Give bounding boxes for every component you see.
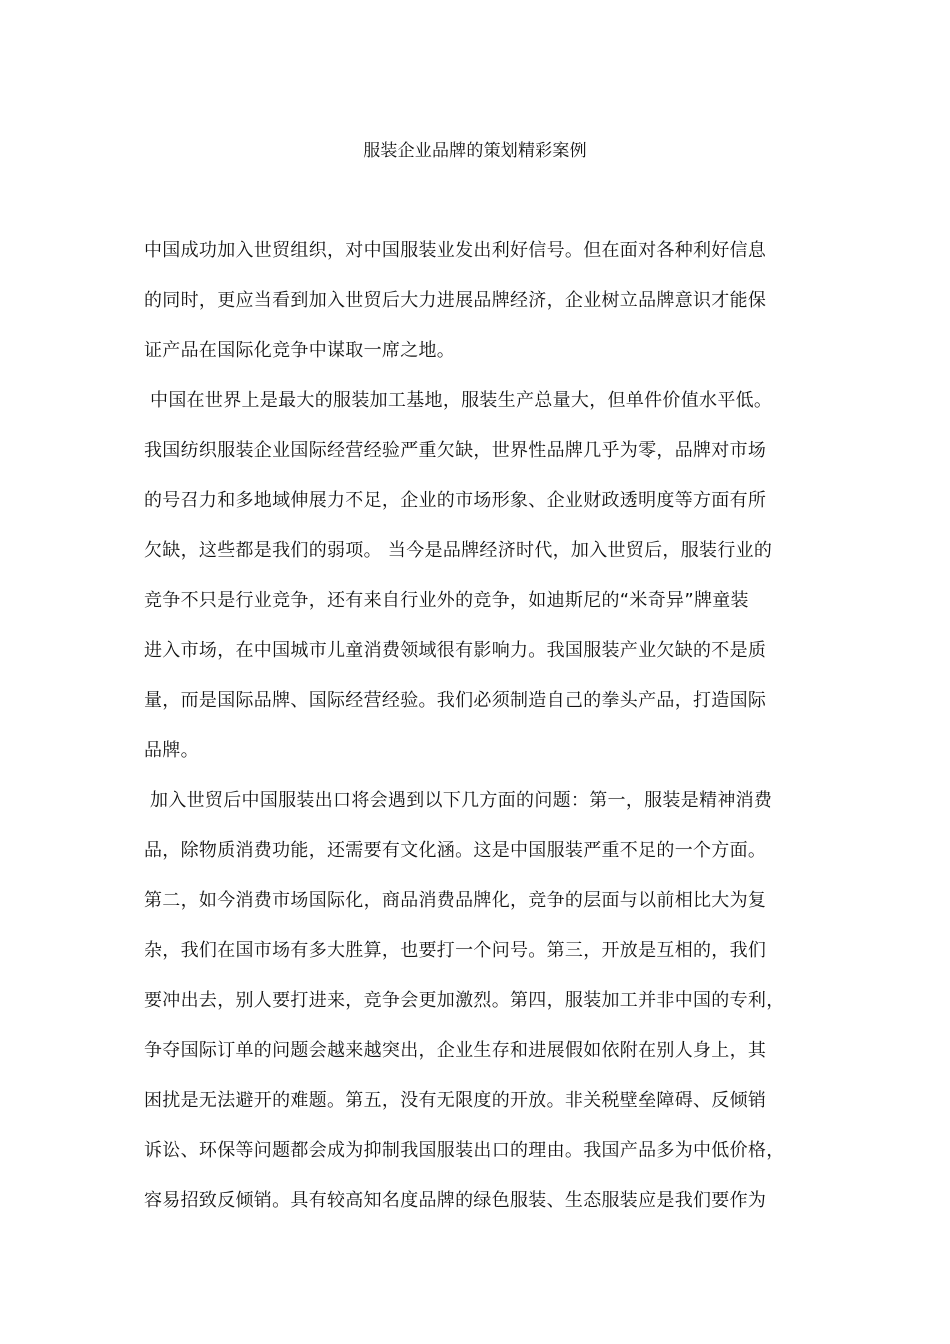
body-line: 欠缺，这些都是我们的弱项。 当今是品牌经济时代，加入世贸后，服装行业的 — [144, 540, 773, 561]
body-line: 证产品在国际化竞争中谋取一席之地。 — [144, 340, 456, 361]
body-line: 竞争不只是行业竞争，还有来自行业外的竞争，如迪斯尼的“米奇异”牌童装 — [144, 590, 749, 611]
body-line: 第二，如今消费市场国际化，商品消费品牌化，竞争的层面与以前相比大为复 — [144, 890, 767, 911]
body-line: 进入市场，在中国城市儿童消费领域很有影响力。我国服装产业欠缺的不是质 — [144, 640, 767, 661]
body-line: 争夺国际订单的问题会越来越突出，企业生存和进展假如依附在别人身上，其 — [144, 1040, 767, 1061]
body-line: 杂，我们在国市场有多大胜算，也要打一个问号。第三，开放是互相的，我们 — [144, 940, 767, 961]
body-line: 我国纺织服装企业国际经营经验严重欠缺，世界性品牌几乎为零，品牌对市场 — [144, 440, 767, 461]
body-line: 的号召力和多地域伸展力不足，企业的市场形象、企业财政透明度等方面有所 — [144, 490, 767, 511]
body-line: 诉讼、环保等问题都会成为抑制我国服装出口的理由。我国产品多为中低价格， — [144, 1140, 785, 1161]
body-line: 量，而是国际品牌、国际经营经验。我们必须制造自己的拳头产品，打造国际 — [144, 690, 767, 711]
body-line: 中国在世界上是最大的服装加工基地，服装生产总量大，但单件价值水平低。 — [144, 390, 773, 411]
document-title: 服装企业品牌的策划精彩案例 — [363, 141, 587, 161]
body-line: 困扰是无法避开的难题。第五，没有无限度的开放。非关税壁垒障碍、反倾销 — [144, 1090, 767, 1111]
body-line: 的同时，更应当看到加入世贸后大力进展品牌经济，企业树立品牌意识才能保 — [144, 290, 767, 311]
body-line: 容易招致反倾销。具有较高知名度品牌的绿色服装、生态服装应是我们要作为 — [144, 1190, 767, 1211]
body-line: 要冲出去，别人要打进来，竞争会更加激烈。第四，服装加工并非中国的专利， — [144, 990, 785, 1011]
body-line: 中国成功加入世贸组织，对中国服装业发出利好信号。但在面对各种利好信息 — [144, 240, 767, 261]
body-line: 品，除物质消费功能，还需要有文化涵。这是中国服装严重不足的一个方面。 — [144, 840, 767, 861]
body-line: 品牌。 — [144, 740, 199, 761]
body-line: 加入世贸后中国服装出口将会遇到以下几方面的问题：第一，服装是精神消费 — [144, 790, 773, 811]
document-body — [144, 233, 814, 1233]
